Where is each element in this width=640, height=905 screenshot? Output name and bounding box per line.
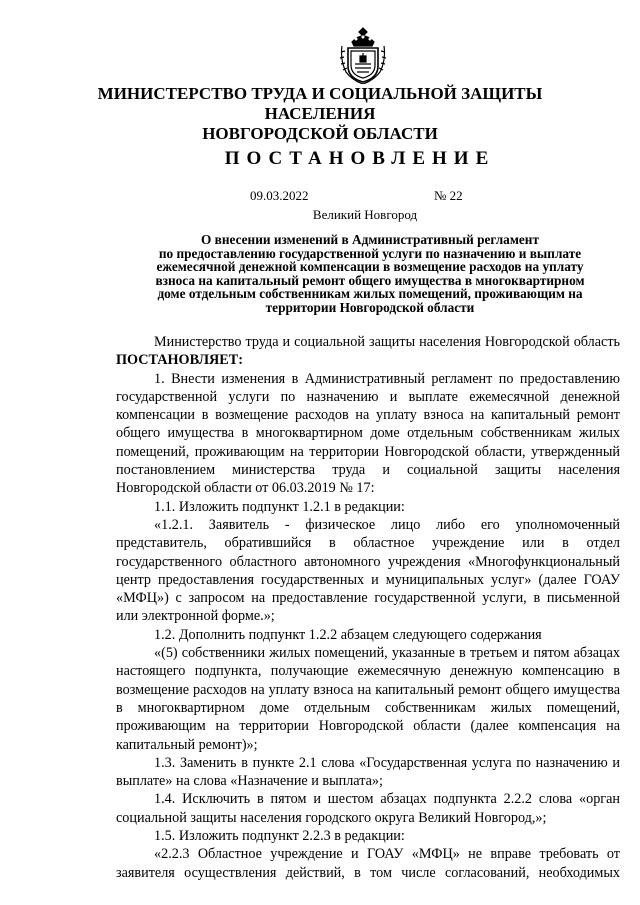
intro-paragraph	[116, 333, 620, 370]
paragraph-1-4: 1.4. Исключить в пятом и шестом абзацах подпункта 2.2.2 слова «орган социальной защиты населения городского округа Великий Новгород,»;	[116, 791, 620, 826]
subject-line: О внесении изменений в Административный регламент	[201, 232, 539, 247]
paragraph-1-3: 1.3. Заменить в пункте 2.1 слова «Государственная услуга по назначению и выплате» на слова «Назначение и выплата»;	[116, 754, 620, 790]
document-number: № 22	[434, 188, 463, 203]
ministry-name	[60, 84, 580, 144]
document-city: Великий Новгород	[312, 207, 418, 222]
intro-decree-word: ПОСТАНОВЛЯЕТ:	[116, 352, 243, 369]
subject-line: по предоставлению государственной услуги по назначению и выплате	[158, 245, 582, 261]
subject-line: взноса на капитальный ремонт общего имущества в многоквартирном	[155, 272, 585, 288]
paragraph-1-2: 1.2. Дополнить подпункт 1.2.2 абзацем следующего содержания	[154, 626, 542, 643]
document-type-title: ПОСТАНОВЛЕНИЕ	[224, 148, 496, 169]
subject-line: ежемесячной денежной компенсации в возмещение расходов на уплату	[156, 259, 584, 275]
paragraph-1-1: 1.1. Изложить подпункт 1.2.1 в редакции:	[154, 498, 405, 515]
document-date: 09.03.2022	[250, 188, 309, 203]
paragraph-1-2-text: «(5) собственники жилых помещений, указанные в третьем и пятом абзацах настоящего подпункта, получающие ежемесячную денежную компенсацию в возмещение расходов на уплату взноса на капитальный ремонт общего имущества в многоквартирном доме отдельным собственникам жилых помещений, проживающим на территории Новгородской области (далее компенсация на капитальный ремонт)»;	[116, 645, 620, 753]
paragraph-1-1-text: «1.2.1. Заявитель - физическое лицо либо его уполномоченный представитель, обратившийся в областное учреждение или в отдел государственного областного автономного учреждения «Многофункциональный центр предоставления государственных и муниципальных услуг» (далее ГОАУ «МФЦ») с запросом на предоставление государственной услуги, в письменной или электронной форме.»;	[116, 516, 620, 625]
paragraph-1-5: 1.5. Изложить подпункт 2.2.3 в редакции:	[154, 828, 405, 845]
coat-of-arms-emblem	[338, 26, 388, 84]
intro-text: Министерство труда и социальной защиты населения Новгородской область	[154, 334, 620, 350]
document-subject	[108, 233, 632, 315]
subject-line: доме отдельным собственникам жилых помещений, проживающим на	[157, 286, 583, 302]
paragraph-1: 1. Внести изменения в Административный регламент по предоставлению государственной услуги по назначению и выплате ежемесячной денежной компенсации в возмещение расходов на уплату взноса на капитальный ремонт общего имущества в многоквартирном доме отдельным собственникам жилых помещений, проживающим на территории Новгородской области, утвержденный постановлением министерства труда и социальной защиты населения Новгородской области от 06.03.2019 № 17:	[116, 370, 620, 497]
paragraph-1-5-text: «2.2.3 Областное учреждение и ГОАУ «МФЦ» не вправе требовать от заявителя осуществления действий, в том числе согласований, необходимых	[116, 846, 620, 881]
ministry-name-line-2: НОВГОРОДСКОЙ ОБЛАСТИ	[202, 124, 438, 143]
ministry-name-line-1: МИНИСТЕРСТВО ТРУДА И СОЦИАЛЬНОЙ ЗАЩИТЫ НАСЕЛЕНИЯ	[97, 84, 543, 123]
document-body	[116, 333, 620, 882]
subject-line: территории Новгородской области	[265, 299, 475, 315]
